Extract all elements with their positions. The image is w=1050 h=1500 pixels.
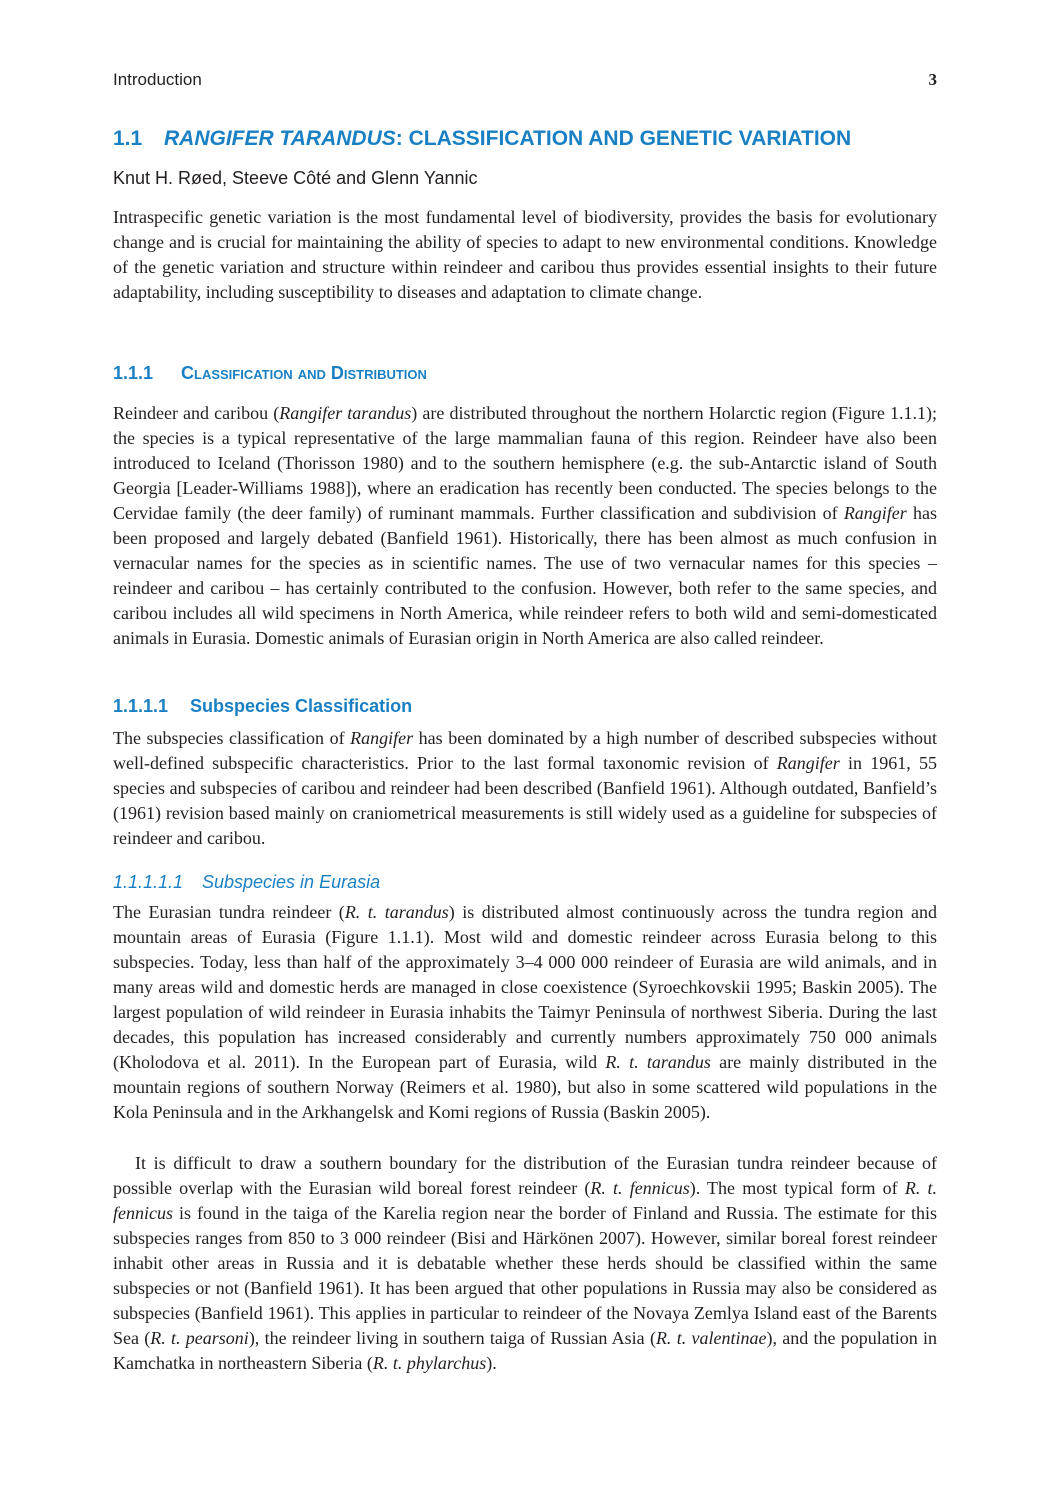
genus-name: Rangifer (776, 753, 840, 773)
eurasia-title: Subspecies in Eurasia (202, 872, 381, 892)
section-heading (113, 127, 937, 151)
subsubsection-heading (113, 696, 937, 717)
text-run: The subspecies classification of (113, 728, 351, 748)
classification-paragraph (113, 401, 937, 651)
eurasia-heading (113, 872, 937, 893)
subsection-title: Classification and Distribution (181, 363, 427, 383)
text-run: ) is distributed almost continuously across the tundra region and mountain areas of Eurasia (Figure 1.1.1). Most wild and domestic reindeer across Eurasia belong to this subspecies. Today, less than half of the approximately 3–4 000 000 reindeer of Eurasia are wild animals, and in many areas wild and domestic herds are managed in close coexistence (Syroechkovskii 1995; Baskin 2005). The largest population of wild reindeer in Eurasia inhabits the Taimyr Peninsula of northwest Siberia. During the last decades, this population has increased considerably and currently numbers approximately 750 000 animals (Kholodova et al. 2011). In the European part of Eurasia, wild (113, 902, 937, 1072)
text-run: is found in the taiga of the Karelia region near the border of Finland and Russia. The estimate for this subspecies ranges from 850 to 3 000 reindeer (Bisi and Härkönen 2007). However, similar boreal forest reindeer inhabit other areas in Russia and it is debatable whether these herds should be classified within the same subspecies or not (Banfield 1961). It has been argued that other populations in Russia may also be considered as subspecies (Banfield 1961). This applies in particular to reindeer of the Novaya Zemlya Island east of the Barents Sea ( (113, 1203, 937, 1348)
subspecies-name: R. t. valentinae (655, 1328, 767, 1348)
text-run: in 1961, 55 species and subspecies of caribou and reindeer had been described (Banfield 1961). Although outdated, Banfield’s (1961) revision based mainly on craniometrical measurements is still widely used as a guideline for subspecies of reindeer and caribou. (113, 753, 937, 848)
text-run: ). (486, 1353, 497, 1373)
subspecies-name: R. t. phylarchus (372, 1353, 487, 1373)
genus-name: Rangifer (350, 728, 414, 748)
text-run: ). The most typical form of (689, 1178, 905, 1198)
text-run: The Eurasian tundra reindeer ( (113, 902, 345, 922)
text-run: has been dominated by a high number of described subspecies without well-defined subspecific characteristics. Prior to the last formal taxonomic revision of (113, 728, 937, 773)
eurasia-paragraph-1 (113, 900, 937, 1125)
subspecies-name: R. t. pearsoni (150, 1328, 249, 1348)
text-run: ) are distributed throughout the northern Holarctic region (Figure 1.1.1); the species is a typical representative of the large mammalian fauna of this region. Reindeer have also been introduced to Iceland (Thorisson 1980) and to the southern hemisphere (e.g. the sub-Antarctic island of South Georgia [Leader-Williams 1988]), where an eradication has recently been conducted. The species belongs to the Cervidae family (the deer family) of ruminant mammals. Further classification and subdivision of (113, 403, 937, 523)
subsubsection-number: 1.1.1.1 (113, 696, 169, 716)
genus-name: Rangifer (843, 503, 907, 523)
page-number: 3 (928, 70, 937, 89)
text-run: are mainly distributed in the mountain regions of southern Norway (Reimers et al. 1980), but also in some scattered wild populations in the Kola Peninsula and in the Arkhangelsk and Komi regions of Russia (Baskin 2005). (113, 1052, 937, 1122)
text-run: Reindeer and caribou ( (113, 403, 280, 423)
text-run: ), the reindeer living in southern taiga of Russian Asia ( (248, 1328, 656, 1348)
text-run: ), and the population in Kamchatka in northeastern Siberia ( (113, 1328, 938, 1373)
section-title-species: RANGIFER TARANDUS (164, 127, 396, 150)
eurasia-paragraph-2 (113, 1151, 937, 1376)
species-name: Rangifer tarandus (279, 403, 412, 423)
section-title-rest: : CLASSIFICATION AND GENETIC VARIATION (395, 127, 852, 150)
section-number: 1.1 (113, 127, 143, 150)
subspecies-paragraph (113, 726, 937, 851)
subspecies-name: R. t. tarandus (605, 1052, 711, 1072)
text-run: It is difficult to draw a southern boundary for the distribution of the Eurasian tundra reindeer because of possible overlap with the Eurasian wild boreal forest reindeer ( (113, 1153, 937, 1198)
intro-paragraph: Intraspecific genetic variation is the most fundamental level of biodiversity, provides the basis for evolutionary change and is crucial for maintaining the ability of species to adapt to new environmental conditions. Knowledge of the genetic variation and structure within reindeer and caribou thus provides essential insights to their future adaptability, including susceptibility to diseases and adaptation to climate change. (113, 207, 937, 302)
subsection-heading (113, 363, 937, 384)
subspecies-name: R. t. fennicus (590, 1178, 690, 1198)
subsubsection-title: Subspecies Classification (190, 696, 413, 716)
running-head (113, 70, 937, 94)
running-head-title: Introduction (113, 70, 202, 89)
subspecies-name: R. t. tarandus (344, 902, 449, 922)
eurasia-number: 1.1.1.1.1 (113, 872, 184, 892)
subsection-number: 1.1.1 (113, 363, 154, 383)
text-run: has been proposed and largely debated (Banfield 1961). Historically, there has been almost as much confusion in vernacular names for the species as in scientific names. The use of two vernacular names for this species – reindeer and caribou – has certainly contributed to the confusion. However, both refer to the same species, and caribou includes all wild specimens in North America, while reindeer refers to both wild and semi-domesticated animals in Eurasia. Domestic animals of Eurasian origin in North America are also called reindeer. (113, 503, 937, 648)
section-authors: Knut H. Røed, Steeve Côté and Glenn Yannic (113, 168, 478, 188)
subspecies-name: R. t. fennicus (113, 1178, 938, 1223)
